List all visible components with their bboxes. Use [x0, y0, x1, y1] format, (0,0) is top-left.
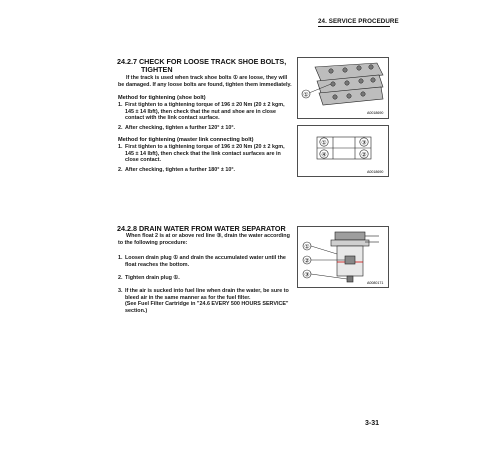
step-text: If the air is sucked into fuel line when drain the water, be sure to: [125, 288, 289, 294]
section-title-line2: TIGHTEN: [141, 65, 173, 74]
step-text: float reaches the bottom.: [125, 261, 190, 268]
step-text: After checking, tighten a further 180° ± 10°.: [125, 167, 236, 173]
step-text: First tighten to a tightening torque of 196 ± 20 Nm (20 ± 2 kgm,: [125, 102, 285, 108]
step-text: contact with the link contact surface.: [125, 115, 220, 122]
method1-step-2: [118, 125, 235, 132]
step-number: 1.: [118, 144, 123, 150]
step-text: (See Fuel Filter Cartridge in "24.6 EVERY 500 HOURS SERVICE": [125, 301, 289, 308]
step-number: 2.: [118, 167, 123, 173]
step-number: 2.: [118, 275, 123, 281]
callout-4: ④: [321, 152, 327, 159]
callout-1: ①: [303, 92, 309, 99]
figure-water-separator: [297, 226, 389, 293]
section2-step-3: [118, 288, 289, 314]
intro-line: to the following procedure:: [118, 239, 188, 246]
method2-title: Method for tightening (master link connecting bolt): [118, 137, 254, 143]
page-number: 3-31: [365, 420, 380, 427]
section2-step-1: [118, 255, 286, 268]
callout-1: ①: [304, 244, 310, 251]
step-text: 145 ± 14 lbft), then check that the link contact surfaces are in: [125, 150, 281, 157]
callout-3: ③: [304, 272, 310, 279]
method2-step-1: [118, 144, 285, 164]
callout-2: ②: [304, 258, 310, 265]
callout-1: ①: [321, 140, 327, 147]
section-intro: [126, 75, 287, 82]
figure-track-shoe-bolts: [297, 57, 389, 124]
section2-step-2: [118, 275, 180, 282]
step-text: section.): [125, 307, 148, 314]
section-title-track-shoe: [117, 58, 286, 74]
step-text: close contact.: [125, 157, 161, 164]
figure-code: A0018690: [367, 170, 384, 174]
method2-step-2: [118, 167, 235, 174]
intro-line: be damaged. If any loose bolts are found, tighten them immediately.: [118, 81, 292, 88]
intro-line: If the track is used when track shoe bolts ① are loose, they will: [126, 75, 288, 81]
step-text: 145 ± 14 lbft), then check that the nut and shoe are in close: [125, 108, 276, 115]
step-number: 1.: [118, 255, 123, 261]
figure-master-link: [297, 125, 389, 182]
figure-code: A0018690: [367, 111, 384, 115]
method1-title: Method for tightening (shoe bolt): [118, 95, 206, 101]
page-header: 24. SERVICE PROCEDURE: [318, 18, 399, 25]
section-title-water-separator: 24.2.8 DRAIN WATER FROM WATER SEPARATOR: [117, 224, 286, 233]
section-intro-cont: [118, 82, 292, 89]
step-text: First tighten to a tightening torque of 196 ± 20 Nm (20 ± 2 kgm,: [125, 144, 285, 150]
callout-3: ③: [361, 140, 367, 147]
intro-line: When float 2 is at or above red line ③, drain the water according: [126, 233, 290, 239]
step-text: bleed air in the same manner as for the fuel filter.: [125, 294, 251, 301]
step-number: 3.: [118, 288, 123, 294]
step-number: 1.: [118, 102, 123, 108]
section2-intro-cont: [118, 240, 187, 247]
method1-step-1: [118, 102, 285, 122]
step-text: Tighten drain plug ①.: [125, 275, 180, 281]
section2-intro: [126, 233, 290, 240]
step-text: After checking, tighten a further 120° ± 10°.: [125, 125, 236, 131]
section-title-line1: 24.2.7 CHECK FOR LOOSE TRACK SHOE BOLTS,: [117, 57, 287, 66]
step-text: Loosen drain plug ① and drain the accumulated water until the: [125, 255, 286, 261]
figure-code: A0080171: [367, 281, 384, 285]
callout-2: ②: [361, 152, 367, 159]
step-number: 2.: [118, 125, 123, 131]
